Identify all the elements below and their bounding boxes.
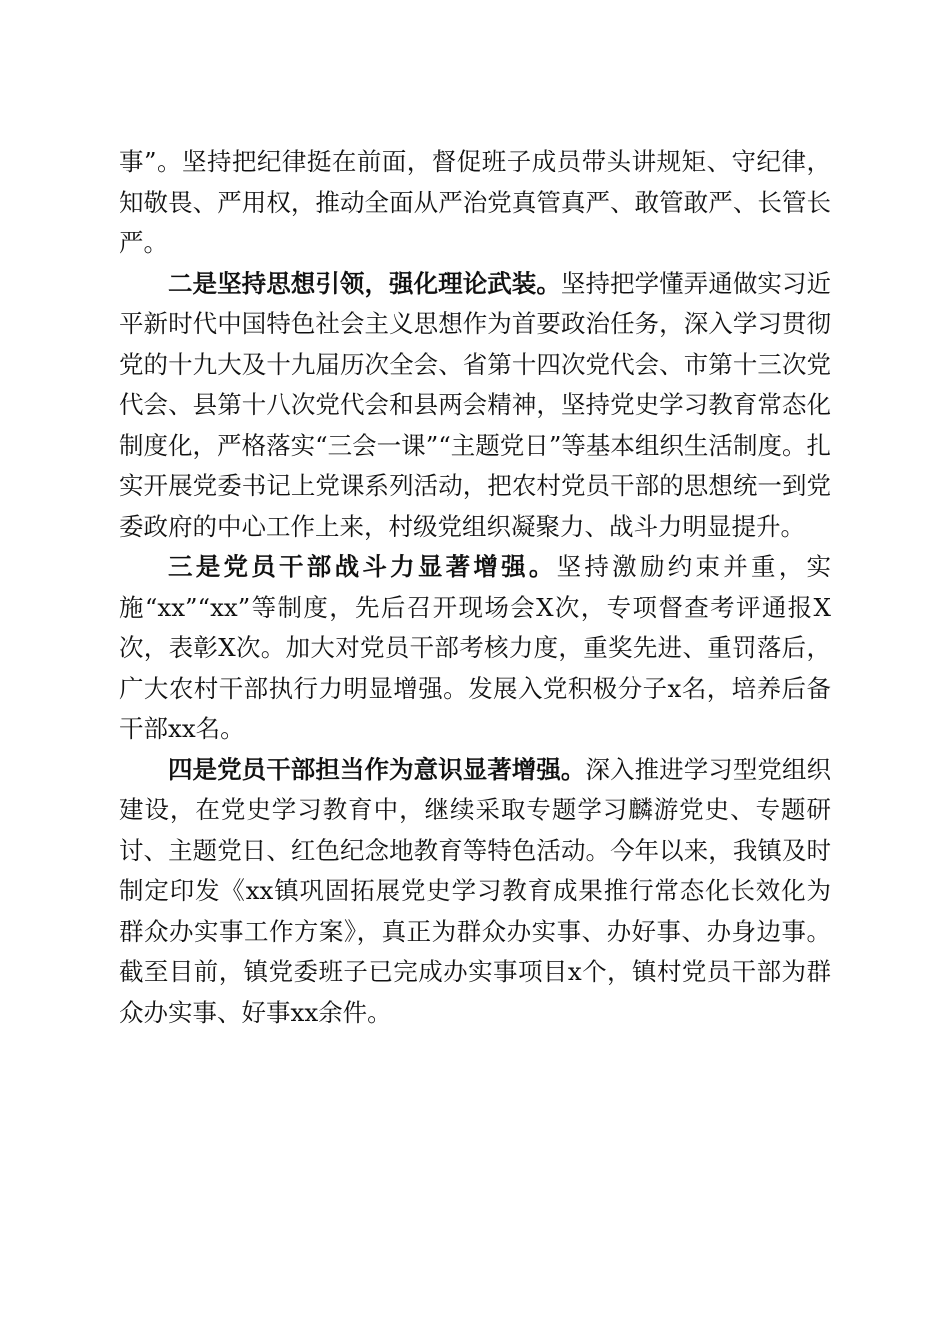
paragraph-ideology <box>119 264 831 548</box>
document-body <box>119 142 831 1033</box>
paragraph-text: 深入推进学习型党组织建设，在党史学习教育中，继续采取专题学习麟游党史、专题研讨、主题党日、红色纪念地教育等特色活动。今年以来，我镇及时制定印发《xx镇巩固拓展党史学习教育成果推行常态化长效化为群众办实事工作方案》，真正为群众办实事、办好事、办身边事。截至目前，镇党委班子已完成办实事项目x个，镇村党员干部为群众办实事、好事xx余件。 <box>119 754 832 1027</box>
paragraph-continued <box>119 142 831 264</box>
paragraph-combat-effectiveness <box>119 547 831 750</box>
paragraph-lead: 三是党员干部战斗力显著增强。 <box>168 552 557 581</box>
paragraph-text: 坚持把学懂弄通做实习近平新时代中国特色社会主义思想作为首要政治任务，深入学习贯彻党的十九大及十九届历次全会、省第十四次党代会、市第十三次党代会、县第十八次党代会和县两会精神，坚持党史学习教育常态化制度化，严格落实“三会一课”“主题党日”等基本组织生活制度。扎实开展党委书记上党课系列活动，把农村党员干部的思想统一到党委政府的中心工作上来，村级党组织凝聚力、战斗力明显提升。 <box>119 268 831 541</box>
paragraph-lead: 二是坚持思想引领，强化理论武装。 <box>168 268 561 298</box>
paragraph-text: 坚持激励约束并重，实施“xx”“xx”等制度，先后召开现场会X次，专项督查考评通报X次，表彰X次。加大对党员干部考核力度，重奖先进、重罚落后，广大农村干部执行力明显增强。发展入党积极分子x名，培养后备干部xx名。 <box>119 552 832 743</box>
paragraph-responsibility <box>119 750 831 1034</box>
paragraph-lead: 四是党员干部担当作为意识显著增强。 <box>168 754 586 784</box>
paragraph-text: 事”。坚持把纪律挺在前面，督促班子成员带头讲规矩、守纪律，知敬畏、严用权，推动全面从严治党真管真严、敢管敢严、长管长严。 <box>119 147 831 257</box>
